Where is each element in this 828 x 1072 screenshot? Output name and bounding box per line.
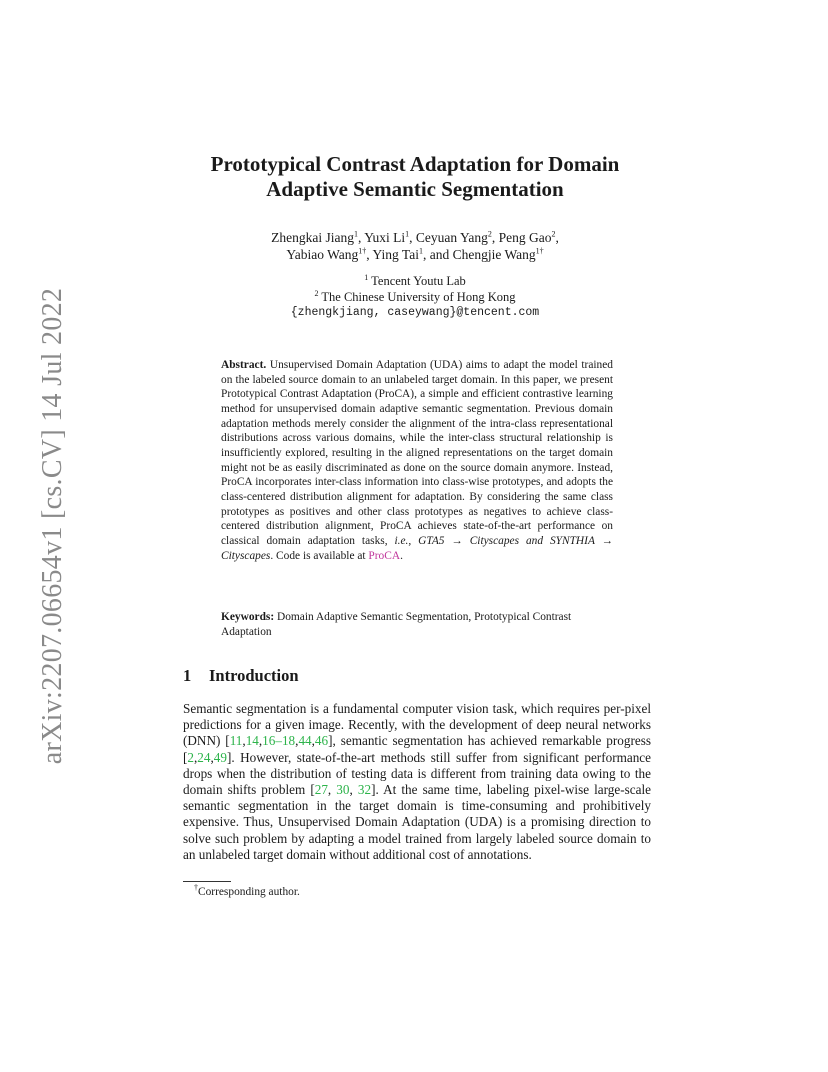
author-name: Zhengkai Jiang — [271, 230, 354, 245]
abstract-and: and — [519, 534, 550, 547]
abstract-ie: i.e., — [394, 534, 412, 547]
author-name: , Peng Gao — [491, 230, 552, 245]
author-separator: , — [555, 230, 559, 245]
citation-link[interactable]: 32 — [357, 782, 372, 798]
footnote — [194, 883, 300, 898]
citation-link[interactable]: 46 — [314, 733, 329, 749]
affiliation-text: The Chinese University of Hong Kong — [318, 290, 516, 304]
section-number: 1 — [183, 666, 192, 685]
author-affil-sup: 1 — [418, 246, 423, 256]
footnote-text: Corresponding author. — [198, 886, 300, 898]
abstract-text: Unsupervised Domain Adaptation (UDA) aims to adapt the model trained on the labeled source domain to an unlabeled target domain. In this paper, we present Prototypical Contrast Adaptation (ProCA), a simple and efficient contrastive learning method for unsupervised domain adaptive semantic segmentation. Previous domain adaptation methods merely consider the alignment of the intra-class representational distributions across various domains, while the inter-class structural relationship is insufficiently explored, resulting in the aligned representations on the target domain might not be as easily discriminated as done on the source domain anymore. Instead, ProCA incorporates inter-class information into class-wise prototypes, and adopts the class-centered distribution alignment for adaptation. By considering the same class prototypes as positives and other class prototypes as negatives to achieve class-centered distribution alignment, ProCA achieves state-of-the-art performance on classical domain adaptation tasks, — [221, 359, 613, 547]
citation-link[interactable]: 11 — [229, 733, 243, 749]
body-text: ]. However, state-of-the-art methods still suffer from significant performance drops when the distribution of testing data is different from training data owing to the domain shifts problem [ — [183, 749, 651, 798]
author-affil-sup: 1† — [535, 246, 544, 256]
paper-title — [130, 152, 700, 202]
citation-link[interactable]: 27 — [314, 782, 328, 798]
author-line-2 — [150, 246, 680, 263]
footnote-rule — [183, 881, 231, 882]
affiliation-2 — [150, 289, 680, 305]
title-line-1: Prototypical Contrast Adaptation for Domain — [210, 152, 620, 176]
email-address: {zhengkjiang, caseywang}@tencent.com — [290, 306, 540, 319]
author-affil-sup: 1† — [358, 246, 367, 256]
citation-link[interactable]: 14 — [245, 733, 259, 749]
author-affil-sup: 1 — [353, 229, 358, 239]
citation-link[interactable]: 16–18 — [262, 733, 296, 749]
author-affil-sup: 2 — [487, 229, 492, 239]
affiliations — [150, 273, 680, 321]
author-line-1 — [150, 229, 680, 246]
citation-link[interactable]: 24 — [197, 749, 211, 765]
body-text: ]. At the same time, labeling pixel-wise large-scale semantic segmentation in the target domain is time-consuming and prohibitively expensive. Thus, Unsupervised Domain Adaptation (UDA) is a promising direction to solve such problem by adapting a model trained from largely labeled source domain to an unlabeled target domain without additional cost of annotations. — [183, 782, 652, 862]
author-name: , and Chengjie Wang — [422, 247, 536, 262]
author-name: Yabiao Wang — [286, 247, 359, 262]
author-affil-sup: 1 — [405, 229, 410, 239]
author-list — [150, 229, 680, 263]
affiliation-text: Tencent Youtu Lab — [368, 274, 466, 288]
abstract-label: Abstract. — [221, 359, 267, 371]
author-name: , Yuxi Li — [357, 230, 406, 245]
abstract-text-after: . Code is available at — [270, 549, 369, 562]
affiliation-sup: 2 — [314, 288, 319, 298]
arxiv-identifier: arXiv:2207.06654v1 [cs.CV] 14 Jul 2022 — [37, 287, 68, 765]
body-text: ], semantic segmentation has achieved remarkable progress [ — [183, 733, 651, 765]
body-text: Semantic segmentation is a fundamental computer vision task, which requires per-pixel predictions for a given image. Recently, with the development of deep neural networks (DNN) [ — [183, 701, 651, 749]
author-name: , Ceyuan Yang — [409, 230, 488, 245]
abstract-task-1: GTA5 → Cityscapes — [411, 534, 520, 547]
section-title: Introduction — [209, 666, 299, 685]
keywords — [221, 610, 621, 639]
abstract-end: . — [400, 549, 403, 562]
citation-link[interactable]: 44 — [298, 733, 312, 749]
code-link[interactable]: ProCA — [368, 549, 401, 562]
affiliation-sup: 1 — [364, 272, 369, 282]
abstract — [221, 358, 613, 563]
citation-link[interactable]: 30 — [336, 782, 350, 798]
author-affil-sup: 2 — [551, 229, 556, 239]
section-heading — [183, 666, 299, 686]
introduction-paragraph: Semantic segmentation is a fundamental computer vision task, which requires per-pixel predictions for a given image. Recently, with the development of deep neural networks (DNN) [11,14,16–18,44,46], semantic segmentation has achieved remarkable progress [2,24,49]. However, state-of-the-art methods still suffer from significant performance drops when the distribution of testing data is different from training data owing to the domain shifts problem [27, 30, 32]. At the same time, labeling pixel-wise large-scale semantic segmentation in the target domain is time-consuming and prohibitively expensive. Thus, Unsupervised Domain Adaptation (UDA) is a promising direction to solve such problem by adapting a model trained from largely labeled source domain to an unlabeled target domain without additional cost of annotations. — [183, 701, 652, 862]
citation-link[interactable]: 2 — [187, 749, 194, 765]
title-line-2: Adaptive Semantic Segmentation — [266, 177, 564, 201]
citation-link[interactable]: 49 — [213, 749, 227, 765]
footnote-mark: † — [194, 883, 198, 893]
abstract-task-2: SYNTHIA → Cityscapes — [221, 534, 614, 562]
affiliation-1 — [150, 273, 680, 289]
author-name: , Ying Tai — [366, 247, 419, 262]
keywords-text: Domain Adaptive Semantic Segmentation, Prototypical Contrast Adaptation — [221, 611, 572, 638]
keywords-label: Keywords: — [221, 611, 275, 623]
